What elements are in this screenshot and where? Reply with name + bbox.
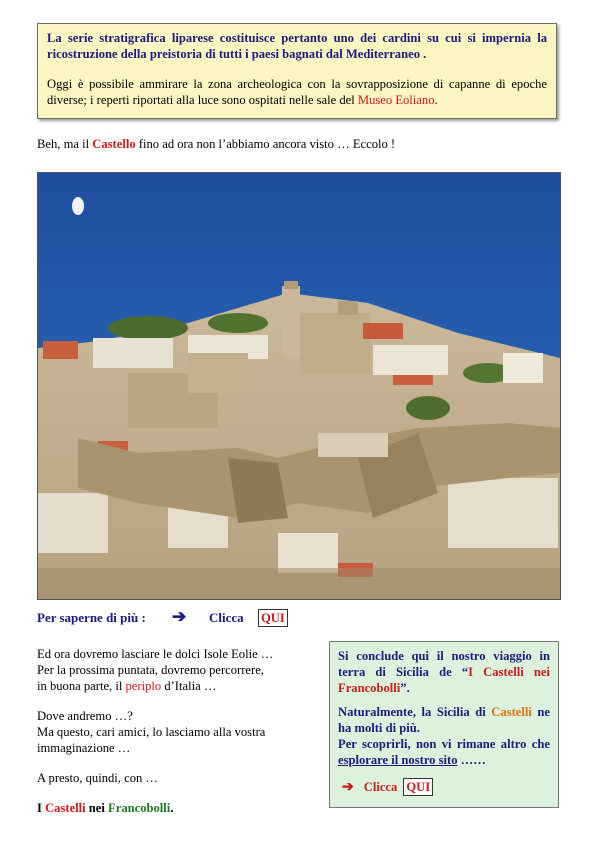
conclusion-p1-pre: Si conclude qui il nostro viaggio in terra di Sicilia de “: [338, 649, 550, 679]
conclusion-paragraph-1: [338, 648, 550, 696]
signature-c: nei: [85, 801, 109, 815]
arrow-right-icon: ➔: [342, 780, 354, 795]
conclusion-p2-pre: Naturalmente, la Sicilia di: [338, 705, 492, 719]
closing-line-6: immaginazione …: [37, 741, 131, 755]
closing-text: [37, 646, 317, 816]
castelli-francobolli-link: I Castelli nei Francobolli: [338, 665, 550, 695]
intro-paragraph-1: [47, 30, 547, 62]
qui-button[interactable]: QUI: [258, 609, 288, 627]
conclusion-click-row: [342, 778, 433, 796]
intro-text-1: La serie stratigrafica liparese costituisce pertanto uno dei cardini su cui si impernia la ricostruzione della preistoria di tutti i paesi bagnati dal Mediterraneo .: [47, 31, 547, 61]
castle-line-post: fino ad ora non l’abbiamo ancora visto … Eccolo !: [135, 137, 396, 151]
intro-box: [37, 23, 557, 119]
closing-line-5: Ma questo, cari amici, lo lasciamo alla vostra: [37, 725, 266, 739]
closing-line-3-post: d’Italia …: [161, 679, 217, 693]
signature-castelli: Castelli: [45, 801, 86, 815]
museo-eoliano-link[interactable]: Museo Eoliano: [357, 93, 435, 107]
qui-button[interactable]: QUI: [403, 778, 433, 796]
castle-intro-line: [37, 137, 395, 152]
castle-line-highlight: Castello: [92, 137, 136, 151]
intro-text-2: Oggi è possibile ammirare la zona archeologica con la sovrapposizione di capanne di epoche diverse; i reperti riportati alla luce sono ospitati nelle sale del: [47, 77, 547, 107]
conclusion-p3-pre: Per scoprirli, non vi rimane altro che: [338, 737, 550, 751]
conclusion-p3-post: ……: [457, 753, 486, 767]
signature-francobolli: Francobolli: [108, 801, 171, 815]
clicca-label: Clicca: [209, 610, 244, 625]
closing-line-2: Per la prossima puntata, dovremo percorrere,: [37, 663, 264, 677]
intro-text-2-end: .: [434, 93, 438, 107]
more-info-row: [37, 607, 337, 630]
conclusion-p2-post: ne ha molti di più.: [338, 705, 550, 735]
explore-site-link[interactable]: esplorare il nostro sito: [338, 753, 458, 767]
arrow-right-icon: ➔: [172, 607, 187, 626]
clicca-label: Clicca: [363, 780, 398, 794]
intro-paragraph-2: [47, 76, 547, 108]
conclusion-p1-post: ”.: [400, 681, 410, 695]
closing-line-3-pre: in buona parte, il: [37, 679, 126, 693]
aerial-photo-lipari-castle: [37, 172, 561, 600]
closing-line-7: A presto, quindi, con …: [37, 771, 159, 785]
signature-line: [37, 800, 317, 816]
castle-line-pre: Beh, ma il: [37, 137, 93, 151]
conclusion-box: [329, 641, 559, 808]
conclusion-castelli: Castelli: [491, 705, 532, 719]
closing-line-3: [37, 678, 317, 694]
conclusion-paragraph-3: [338, 736, 550, 768]
conclusion-paragraph-2: [338, 704, 550, 736]
more-info-label: Per saperne di più :: [37, 610, 146, 625]
closing-line-4: Dove andremo …?: [37, 709, 133, 723]
signature-e: .: [170, 801, 174, 815]
periplo-link[interactable]: periplo: [125, 679, 162, 693]
signature-a: I: [37, 801, 46, 815]
closing-line-1: Ed ora dovremo lasciare le dolci Isole Eolie …: [37, 647, 274, 661]
